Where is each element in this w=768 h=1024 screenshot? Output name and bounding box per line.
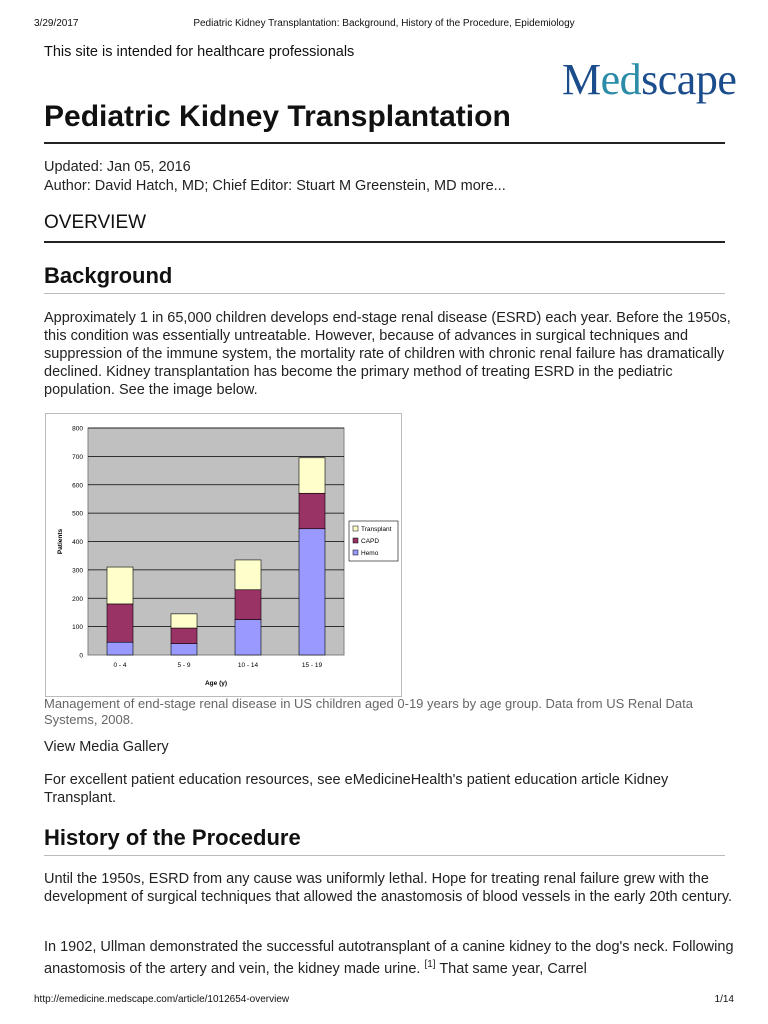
title-divider: [44, 142, 725, 144]
history-paragraph-2-continuation: That same year, Carrel: [435, 960, 587, 977]
legend-swatch-hemo: [353, 550, 358, 555]
legend-swatch-capd: [353, 538, 358, 543]
patient-education-paragraph: For excellent patient education resources, see eMedicineHealth's patient education article Kidney Transplant.: [44, 772, 669, 806]
y-tick-label-800: 800: [72, 425, 83, 433]
section-label-overview[interactable]: OVERVIEW: [44, 212, 147, 233]
background-divider: [44, 293, 725, 294]
x-tick-label-2: 10 - 14: [237, 662, 259, 669]
y-tick-label-400: 400: [72, 539, 83, 546]
y-tick-label-300: 300: [72, 567, 83, 575]
y-axis-label: Patients: [57, 528, 64, 555]
bar-capd-2: [235, 590, 261, 620]
legend-label-hemo: Hemo: [361, 550, 379, 557]
x-tick-label-1: 5 - 9: [177, 662, 191, 669]
history-paragraph-1: Until the 1950s, ESRD from any cause was uniformly lethal. Hope for treating renal failure grew with the development of surgical techniques that allowed the anastomosis of blood vessels in the early 20th century.: [44, 871, 733, 905]
updated-date: Updated: Jan 05, 2016: [44, 159, 191, 175]
bar-transplant-0: [107, 567, 133, 604]
y-tick-label-0: 0: [79, 652, 83, 660]
overview-divider: [44, 241, 725, 243]
bar-hemo-2: [235, 620, 261, 655]
bar-transplant-1: [171, 614, 197, 628]
print-url: http://emedicine.medscape.com/article/1012654-overview: [34, 994, 290, 1005]
history-heading: History of the Procedure: [44, 825, 301, 850]
bar-transplant-2: [235, 560, 261, 590]
bar-capd-3: [299, 493, 325, 528]
print-page-number: 1/14: [714, 994, 734, 1005]
bar-hemo-3: [299, 529, 325, 655]
y-tick-label-200: 200: [72, 595, 83, 603]
legend-label-capd: CAPD: [361, 538, 380, 545]
site-notice: This site is intended for healthcare professionals: [44, 44, 355, 60]
view-media-gallery-link[interactable]: View Media Gallery: [44, 739, 169, 755]
author-line[interactable]: Author: David Hatch, MD; Chief Editor: Stuart M Greenstein, MD more...: [44, 178, 506, 194]
esrd-chart-figure[interactable]: [45, 413, 402, 697]
figure-caption: Management of end-stage renal disease in US children aged 0-19 years by age group. Data from US Renal Data Systems, 2008.: [44, 696, 693, 727]
bar-capd-1: [171, 628, 197, 644]
bar-capd-0: [107, 604, 133, 642]
y-tick-label-700: 700: [72, 453, 83, 461]
x-tick-label-0: 0 - 4: [113, 662, 127, 669]
article-title: Pediatric Kidney Transplantation: [44, 100, 511, 133]
x-axis-label: Age (y): [204, 680, 228, 687]
reference-1-link[interactable]: [1]: [424, 959, 436, 970]
print-page-title: Pediatric Kidney Transplantation: Background, History of the Procedure, Epidemiology: [193, 18, 575, 29]
legend-swatch-transplant: [353, 526, 358, 531]
legend-label-transplant: Transplant: [361, 526, 392, 533]
y-tick-label-100: 100: [72, 624, 83, 632]
medscape-logo[interactable]: Medscape: [562, 55, 737, 104]
background-paragraph: Approximately 1 in 65,000 children develops end-stage renal disease (ESRD) each year. Before the 1950s, this condition was essentially untreatable. However, because of advances in surgical techniques and suppression of the immune system, the mortality rate of children with chronic renal failure has dramatically declined. Kidney transplantation has become the primary method of treating ESRD in the pediatric population. See the image below.: [44, 310, 731, 398]
history-paragraph-2-text: In 1902, Ullman demonstrated the successful autotransplant of a canine kidney to the dog's neck. Following anastomosis of the artery and vein, the kidney made urine.: [44, 939, 734, 977]
bar-transplant-3: [299, 458, 325, 493]
x-tick-label-3: 15 - 19: [301, 662, 323, 669]
bar-hemo-0: [107, 642, 133, 655]
y-tick-label-600: 600: [72, 482, 83, 490]
print-date: 3/29/2017: [34, 18, 79, 29]
history-paragraph-2: [44, 938, 734, 978]
esrd-chart: [46, 414, 401, 696]
background-heading: Background: [44, 263, 173, 288]
history-divider: [44, 855, 725, 856]
y-tick-label-500: 500: [72, 510, 83, 518]
bar-hemo-1: [171, 644, 197, 655]
